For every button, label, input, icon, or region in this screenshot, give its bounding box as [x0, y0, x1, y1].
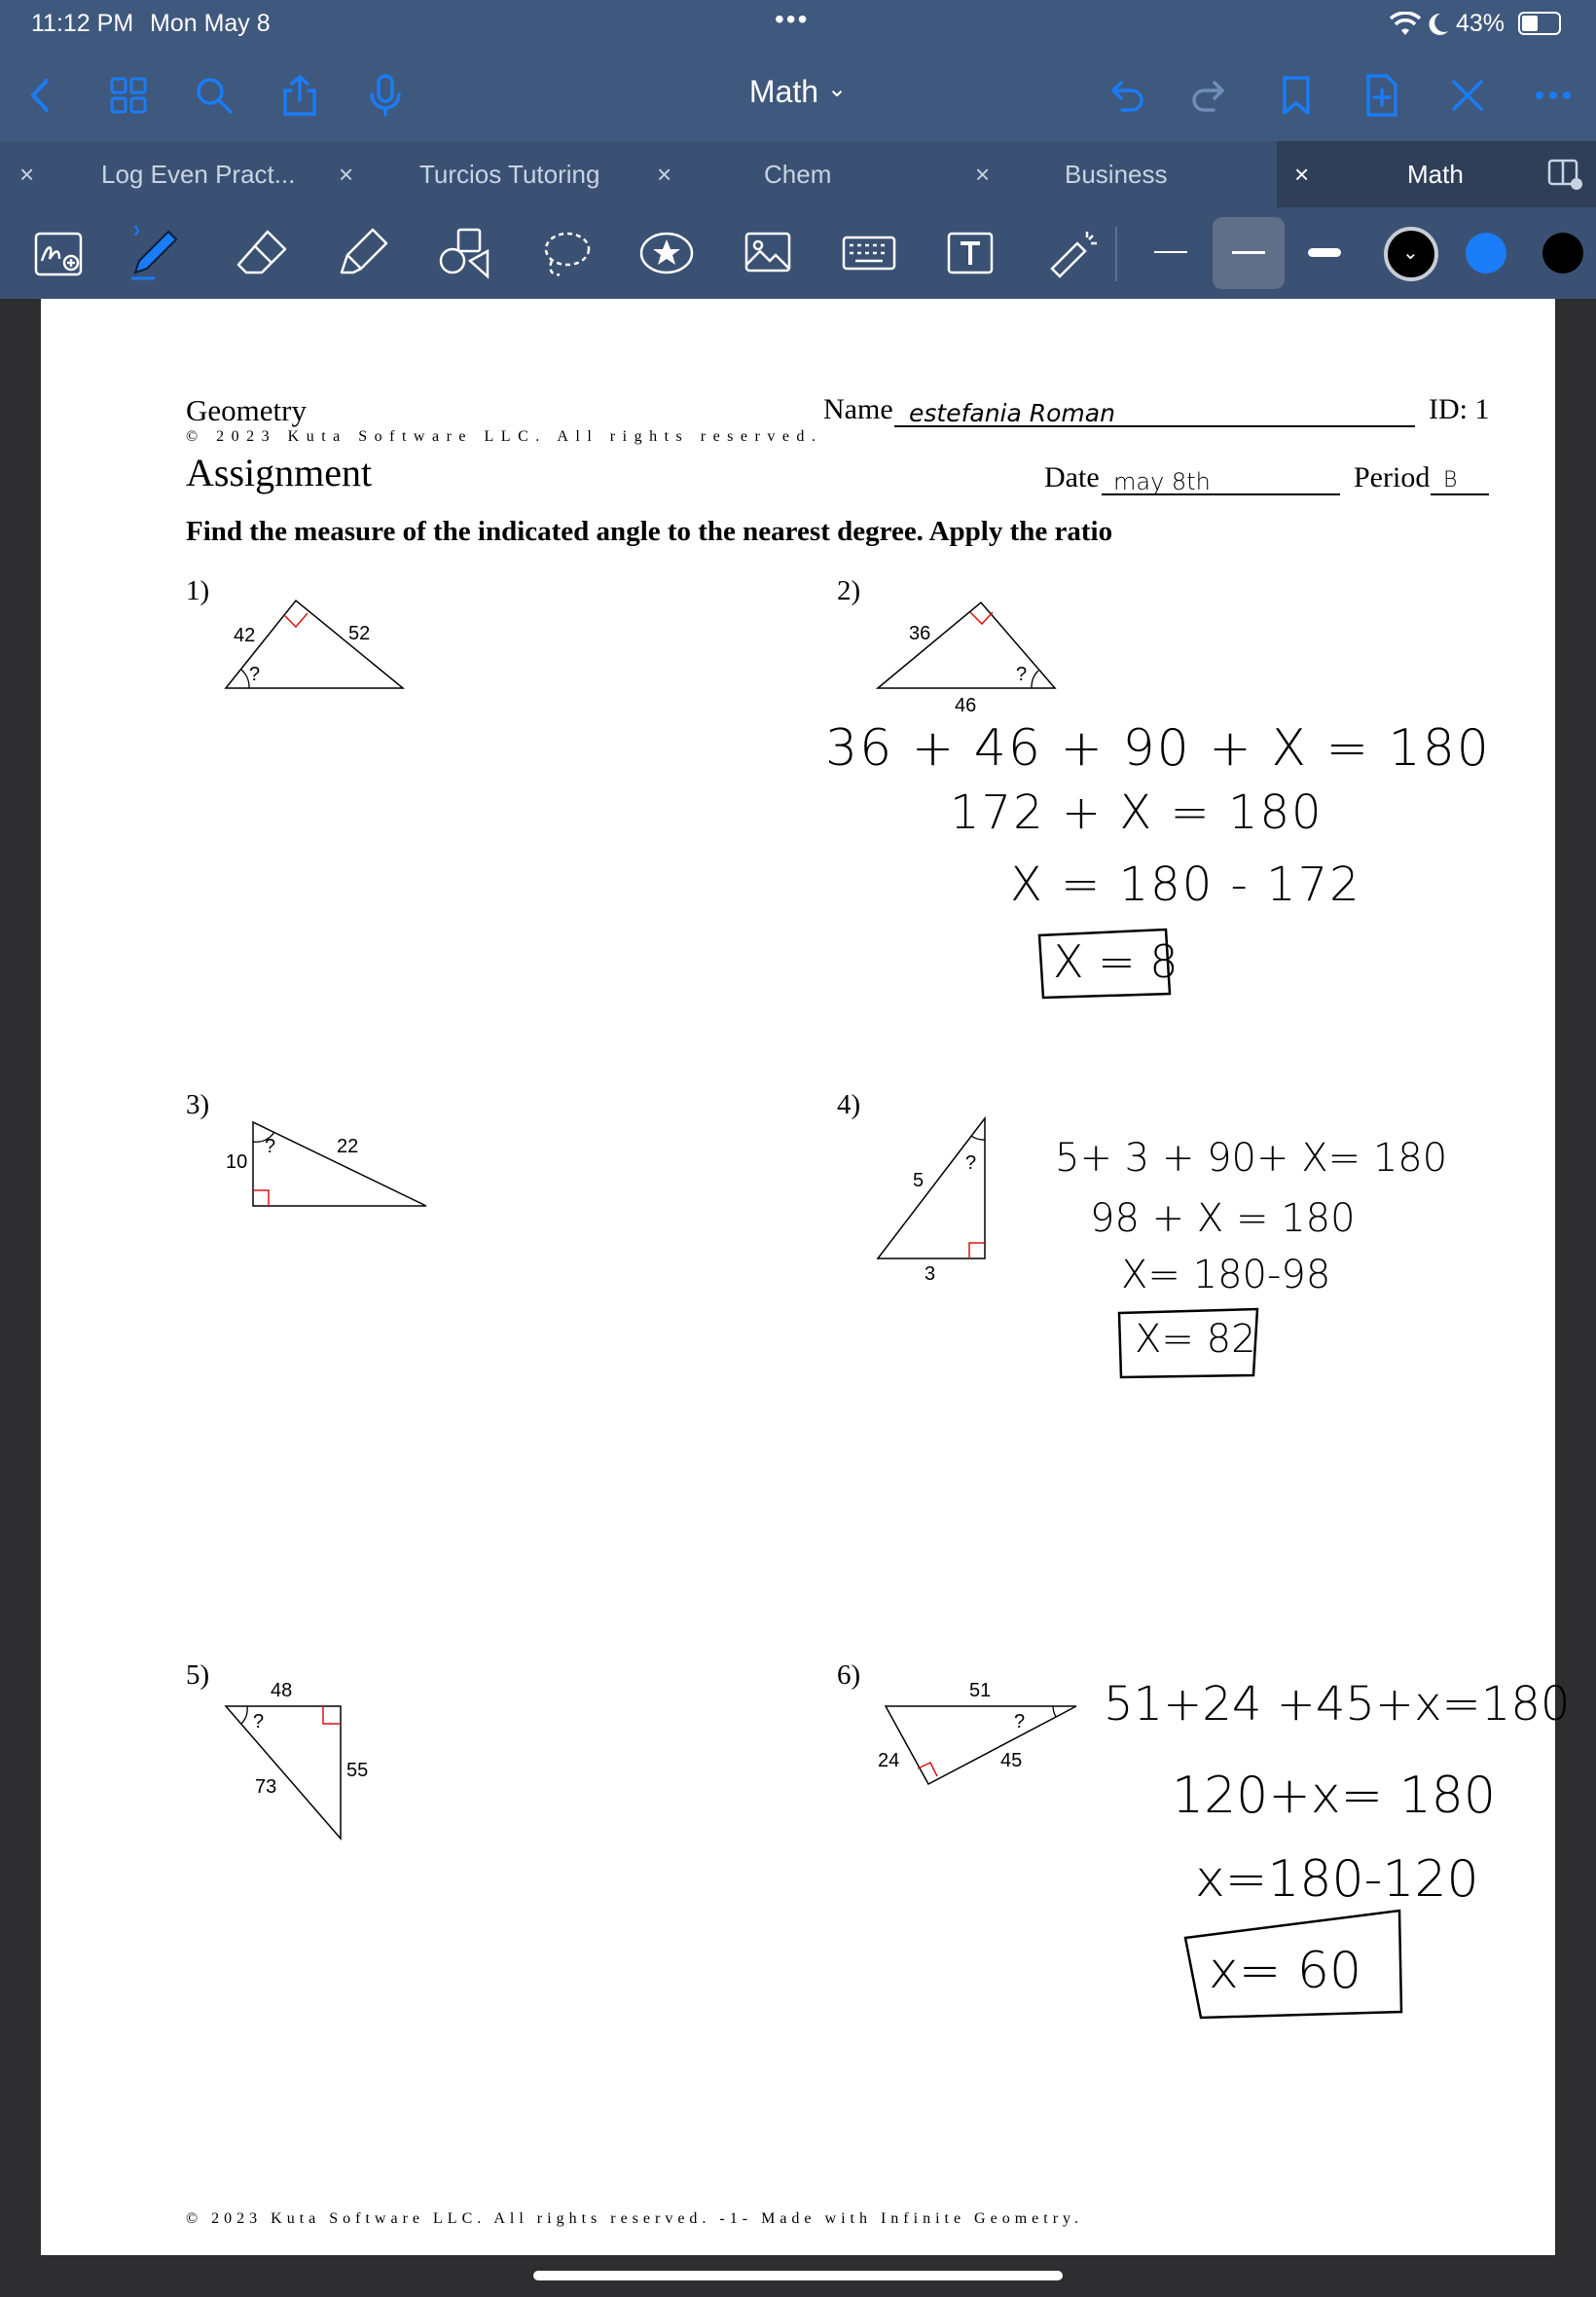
course-title: Geometry [186, 393, 307, 427]
tab-label: Math [1407, 160, 1464, 189]
copyright-line: © 2023 Kuta Software LLC. All rights reserved. [186, 428, 823, 445]
tab-chem[interactable] [764, 141, 910, 207]
name-handwritten: estefania Roman [909, 399, 1115, 427]
tab-business[interactable] [1065, 141, 1211, 207]
status-bar [0, 0, 1596, 49]
page-footer: © 2023 Kuta Software LLC. All rights reserved. -1- Made with Infinite Geometry. [186, 2210, 1083, 2227]
date-handwritten: may 8th [1113, 468, 1211, 495]
handwriting-answer: X= 82 [1135, 1317, 1256, 1362]
close-editing-icon[interactable] [1442, 70, 1493, 121]
triangle-problem-1 [226, 601, 403, 688]
tab-label: Business [1065, 160, 1168, 189]
grid-view-icon[interactable] [103, 70, 154, 121]
problem-number: 5) [186, 1659, 210, 1691]
chevron-down-icon: ⌄ [826, 76, 848, 102]
unknown-angle: ? [253, 1711, 265, 1732]
handwriting-answer: X = 8 [1053, 935, 1179, 988]
side-label: 36 [909, 623, 931, 644]
side-label: 46 [955, 695, 977, 716]
shapes-tool-icon[interactable] [432, 221, 496, 285]
more-options-icon[interactable] [1528, 70, 1578, 121]
annotation-tools-bar [0, 207, 1596, 299]
tab-close-icon[interactable]: × [975, 160, 991, 189]
handwriting-mode-icon[interactable] [27, 221, 91, 285]
problem-number: 3) [186, 1089, 210, 1120]
unknown-angle: ? [249, 664, 261, 685]
color-blue-swatch[interactable] [1466, 233, 1506, 273]
stroke-medium-option-selected[interactable] [1213, 217, 1285, 289]
tab-close-icon[interactable]: × [1294, 160, 1310, 189]
tab-close-icon[interactable]: × [19, 160, 35, 189]
handwriting-line: 51+24 +45+x=180 [1104, 1677, 1571, 1732]
top-toolbar [0, 49, 1596, 141]
status-date: Mon May 8 [150, 10, 271, 37]
side-label: 3 [925, 1263, 936, 1285]
handwriting-line: x=180-120 [1195, 1850, 1479, 1909]
side-label: 22 [337, 1136, 359, 1157]
bookmark-icon[interactable] [1271, 70, 1322, 121]
handwriting-line: 120+x= 180 [1172, 1767, 1496, 1825]
side-label: 52 [348, 623, 371, 644]
redo-icon[interactable] [1185, 70, 1236, 121]
eraser-tool-icon[interactable] [230, 221, 294, 285]
color-black-selected[interactable] [1384, 227, 1438, 281]
problem-number: 6) [837, 1659, 861, 1691]
stroke-thin-option[interactable] [1154, 251, 1187, 253]
add-page-icon[interactable] [1357, 70, 1407, 121]
handwriting-answer: x= 60 [1209, 1942, 1362, 2000]
highlighter-tool-icon[interactable] [331, 221, 395, 285]
date-label: Date [1044, 461, 1100, 493]
battery-percent: 43% [1456, 10, 1505, 37]
instructions: Find the measure of the indicated angle to the nearest degree. Apply the ratio [186, 516, 1113, 547]
problem-number: 2) [837, 575, 861, 606]
text-box-tool-icon[interactable] [938, 221, 1002, 285]
side-label: 55 [346, 1760, 369, 1781]
handwriting-line: X = 180 - 172 [1010, 857, 1361, 912]
lasso-tool-icon[interactable] [533, 221, 598, 285]
id-label: ID: 1 [1429, 393, 1490, 425]
side-label: 24 [878, 1750, 900, 1771]
name-label: Name [823, 393, 893, 425]
microphone-icon[interactable] [360, 70, 411, 121]
undo-icon[interactable] [1100, 70, 1150, 121]
search-icon[interactable] [189, 70, 239, 121]
color-black-swatch[interactable] [1542, 233, 1583, 273]
tab-label: Log Even Pract... [101, 160, 296, 189]
tab-close-icon[interactable]: × [339, 160, 354, 189]
status-time: 11:12 PM [31, 10, 134, 37]
unknown-angle: ? [965, 1152, 977, 1174]
side-label: 73 [255, 1776, 277, 1798]
triangle-problem-4 [878, 1118, 985, 1285]
triangle-problem-3 [226, 1122, 426, 1206]
tab-close-icon[interactable]: × [657, 160, 672, 189]
triangle-problem-6 [878, 1680, 1076, 1784]
side-label: 10 [226, 1151, 248, 1173]
document-title[interactable] [701, 74, 895, 110]
share-icon[interactable] [274, 70, 325, 121]
tab-label: Turcios Tutoring [419, 160, 600, 189]
tab-turcios-tutoring[interactable] [419, 141, 634, 207]
tab-log-even-practice[interactable] [101, 141, 315, 207]
handwriting-line: 36 + 46 + 90 + X = 180 [825, 719, 1491, 778]
side-label: 5 [913, 1170, 925, 1191]
problem-number: 4) [837, 1089, 861, 1120]
multitask-dots-icon[interactable]: ••• [775, 4, 810, 34]
period-handwritten: B [1443, 468, 1458, 492]
handwriting-line: 172 + X = 180 [950, 785, 1324, 840]
period-label: Period [1354, 461, 1431, 493]
moon-icon [1427, 12, 1450, 37]
unknown-angle: ? [1016, 664, 1028, 685]
chevron-down-icon: ⌄ [1402, 242, 1419, 264]
side-label: 51 [969, 1680, 992, 1701]
side-label: 45 [1000, 1750, 1023, 1771]
keyboard-tool-icon[interactable] [837, 221, 901, 285]
handwriting-line: 98 + X = 180 [1090, 1196, 1356, 1241]
back-icon[interactable] [16, 70, 66, 121]
unknown-angle: ? [265, 1136, 276, 1157]
tab-math[interactable] [1277, 141, 1596, 207]
split-view-icon[interactable] [1545, 157, 1584, 192]
side-label: 48 [271, 1680, 293, 1701]
side-label: 42 [234, 625, 256, 646]
worksheet-page[interactable] [41, 299, 1571, 2255]
assignment-title: Assignment [186, 451, 373, 494]
tab-label: Chem [764, 160, 832, 189]
stroke-thick-option[interactable] [1308, 248, 1341, 257]
handwriting-line: X= 180-98 [1121, 1253, 1331, 1297]
image-tool-icon[interactable] [736, 221, 800, 285]
document-title-text: Math [748, 74, 819, 109]
toolbar-divider [1115, 227, 1117, 281]
wifi-icon [1390, 12, 1421, 37]
elements-sticker-icon[interactable] [635, 221, 699, 285]
problem-number: 1) [186, 575, 210, 606]
home-indicator[interactable] [533, 2271, 1063, 2280]
laser-pointer-icon[interactable] [1039, 221, 1104, 285]
unknown-angle: ? [1014, 1711, 1026, 1732]
triangle-problem-2 [878, 602, 1055, 716]
triangle-problem-5 [226, 1680, 368, 1839]
battery-icon [1518, 12, 1561, 35]
tab-bar [0, 141, 1596, 207]
handwriting-line: 5+ 3 + 90+ X= 180 [1055, 1136, 1448, 1181]
pen-tool-icon[interactable] [123, 221, 187, 285]
